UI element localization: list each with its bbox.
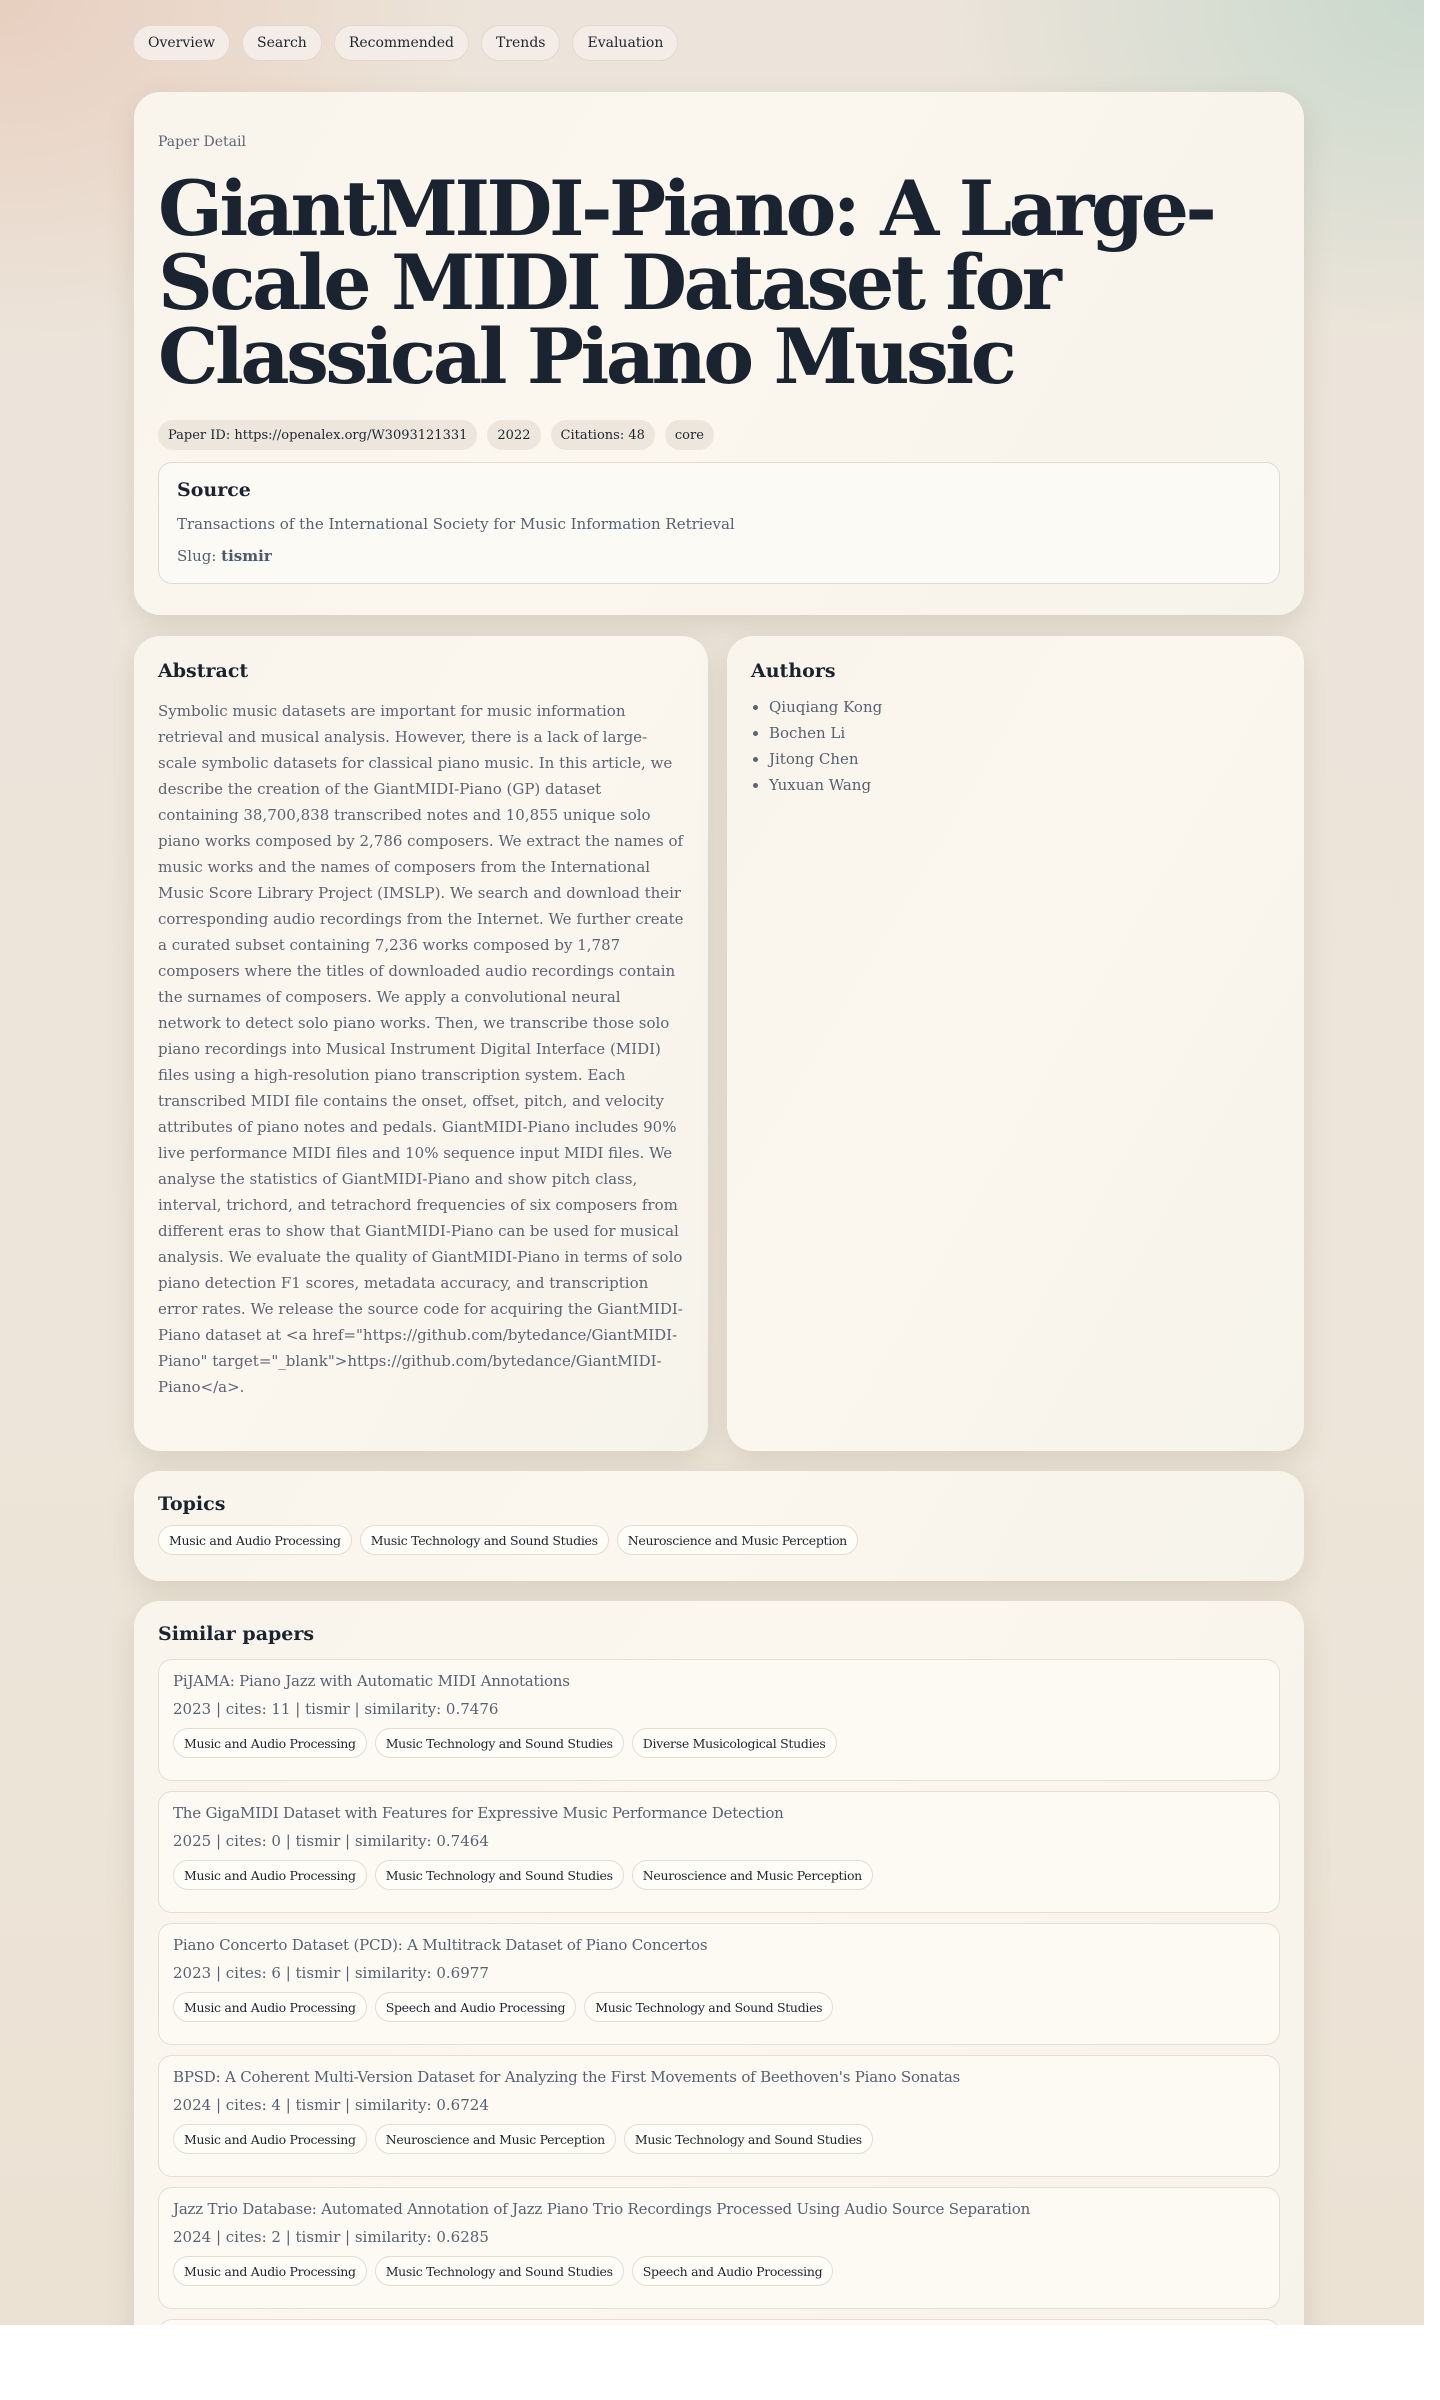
topic-tag[interactable]: Music and Audio Processing [158,1525,352,1555]
topic-tag[interactable]: Neuroscience and Music Perception [632,1860,873,1890]
topic-tag[interactable]: Music and Audio Processing [173,1728,367,1758]
topic-tag[interactable]: Music and Audio Processing [173,2256,367,2286]
similar-paper-item[interactable] [158,2055,1280,2177]
tier-chip: core [665,420,714,450]
citations-chip: Citations: 48 [551,420,655,450]
similar-paper-meta: 2025 | cites: 0 | tismir | similarity: 0.7464 [173,1832,489,1850]
topic-tag[interactable]: Music Technology and Sound Studies [375,1860,624,1890]
paper-header-card [134,92,1304,615]
topic-tag[interactable]: Music and Audio Processing [173,2124,367,2154]
meta-chips [158,420,1280,450]
eyebrow-label: Paper Detail [158,134,246,150]
topics-card [134,1471,1304,1581]
nav-overview[interactable]: Overview [133,25,230,61]
source-heading: Source [177,479,251,501]
topics-heading: Topics [158,1493,226,1515]
author-item: • Bochen Li [769,720,1280,746]
similar-paper-item[interactable] [158,1791,1280,1913]
similar-paper-tags [173,2256,1265,2286]
similar-paper-title[interactable]: The GigaMIDI Dataset with Features for Expressive Music Performance Detection [173,1804,784,1822]
topic-tag[interactable]: Music Technology and Sound Studies [360,1525,609,1555]
topic-tag[interactable]: Speech and Audio Processing [375,1992,577,2022]
topic-tag[interactable]: Music and Audio Processing [173,1860,367,1890]
similar-paper-meta: 2023 | cites: 11 | tismir | similarity: 0.7476 [173,1700,499,1718]
similar-paper-item-partial[interactable] [158,2319,1280,2325]
nav-recommended[interactable]: Recommended [334,25,469,61]
similar-paper-meta: 2023 | cites: 6 | tismir | similarity: 0.6977 [173,1964,489,1982]
paper-id-chip: Paper ID: https://openalex.org/W3093121331 [158,420,477,450]
slug-value: tismir [221,547,272,565]
slug-label: Slug: [177,547,222,565]
top-nav [133,25,678,61]
nav-search[interactable]: Search [242,25,322,61]
similar-paper-meta: 2024 | cites: 2 | tismir | similarity: 0.6285 [173,2228,489,2246]
page-title: GiantMIDI-Piano: A Large-Scale MIDI Dataset for Classical Piano Music [158,164,1214,401]
similar-heading: Similar papers [158,1623,315,1645]
similar-paper-tags [173,1860,1265,1890]
abstract-text: Symbolic music datasets are important for music information retrieval and musical analysis. However, there is a lack of large-scale symbolic datasets for classical piano music. In this article, we describe the creation of the GiantMIDI-Piano (GP) dataset containing 38,700,838 transcribed notes and 10,855 unique solo piano works composed by 2,786 composers. We extract the names of music works and the names of composers from the International Music Score Library Project (IMSLP). We search and download their corresponding audio recordings from the Internet. We further create a curated subset containing 7,236 works composed by 1,787 composers where the titles of downloaded audio recordings contain the surnames of composers. We apply a convolutional neural network to detect solo piano works. Then, we transcribe those solo piano recordings into Musical Instrument Digital Interface (MIDI) files using a high-resolution piano transcription system. Each transcribed MIDI file contains the onset, offset, pitch, and velocity attributes of piano notes and pedals. GiantMIDI-Piano includes 90% live performance MIDI files and 10% sequence input MIDI files. We analyse the statistics of GiantMIDI-Piano and show pitch class, interval, trichord, and tetrachord frequencies of six composers from different eras to show that GiantMIDI-Piano can be used for musical analysis. We evaluate the quality of GiantMIDI-Piano in terms of solo piano detection F1 scores, metadata accuracy, and transcription error rates. We release the source code for acquiring the GiantMIDI-Piano dataset at <a href="https://github.com/bytedance/GiantMIDI-Piano" target="_blank">https://github.com/bytedance/GiantMIDI-Piano</a>. [158,702,684,1396]
similar-paper-item[interactable] [158,1659,1280,1781]
topic-tag[interactable]: Neuroscience and Music Perception [617,1525,858,1555]
topic-tag[interactable]: Speech and Audio Processing [632,2256,834,2286]
author-item: • Qiuqiang Kong [769,694,1280,720]
similar-paper-tags [173,1992,1265,2022]
topic-tag[interactable]: Music and Audio Processing [173,1992,367,2022]
authors-heading: Authors [751,660,836,682]
similar-paper-tags [173,1728,1265,1758]
nav-evaluation[interactable]: Evaluation [572,25,678,61]
author-item: • Yuxuan Wang [769,772,1280,798]
similar-paper-title[interactable]: BPSD: A Coherent Multi-Version Dataset for Analyzing the First Movements of Beethoven's Piano Sonatas [173,2068,961,2086]
similar-paper-item[interactable] [158,2187,1280,2309]
topic-tag[interactable]: Music Technology and Sound Studies [624,2124,873,2154]
topic-tags [158,1525,1280,1555]
topic-tag[interactable]: Music Technology and Sound Studies [584,1992,833,2022]
similar-paper-title[interactable]: PiJAMA: Piano Jazz with Automatic MIDI Annotations [173,1672,570,1690]
similar-papers-card [134,1601,1304,2325]
similar-paper-title[interactable]: Jazz Trio Database: Automated Annotation of Jazz Piano Trio Recordings Processed Using Audio Source Separation [173,2200,1031,2218]
abstract-card [134,636,708,1451]
year-chip: 2022 [487,420,540,450]
topic-tag[interactable]: Neuroscience and Music Perception [375,2124,616,2154]
topic-tag[interactable]: Music Technology and Sound Studies [375,2256,624,2286]
topic-tag[interactable]: Diverse Musicological Studies [632,1728,837,1758]
source-slug [177,547,1261,565]
source-panel [158,462,1280,584]
similar-paper-item[interactable] [158,1923,1280,2045]
similar-paper-title[interactable]: Piano Concerto Dataset (PCD): A Multitrack Dataset of Piano Concertos [173,1936,708,1954]
topic-tag[interactable]: Music Technology and Sound Studies [375,1728,624,1758]
source-name: Transactions of the International Society for Music Information Retrieval [177,515,735,533]
author-item: • Jitong Chen [769,746,1280,772]
similar-paper-meta: 2024 | cites: 4 | tismir | similarity: 0.6724 [173,2096,489,2114]
nav-trends[interactable]: Trends [481,25,560,61]
similar-paper-tags [173,2124,1265,2154]
abstract-heading: Abstract [158,660,249,682]
authors-card [727,636,1304,1451]
author-list [751,694,1280,798]
